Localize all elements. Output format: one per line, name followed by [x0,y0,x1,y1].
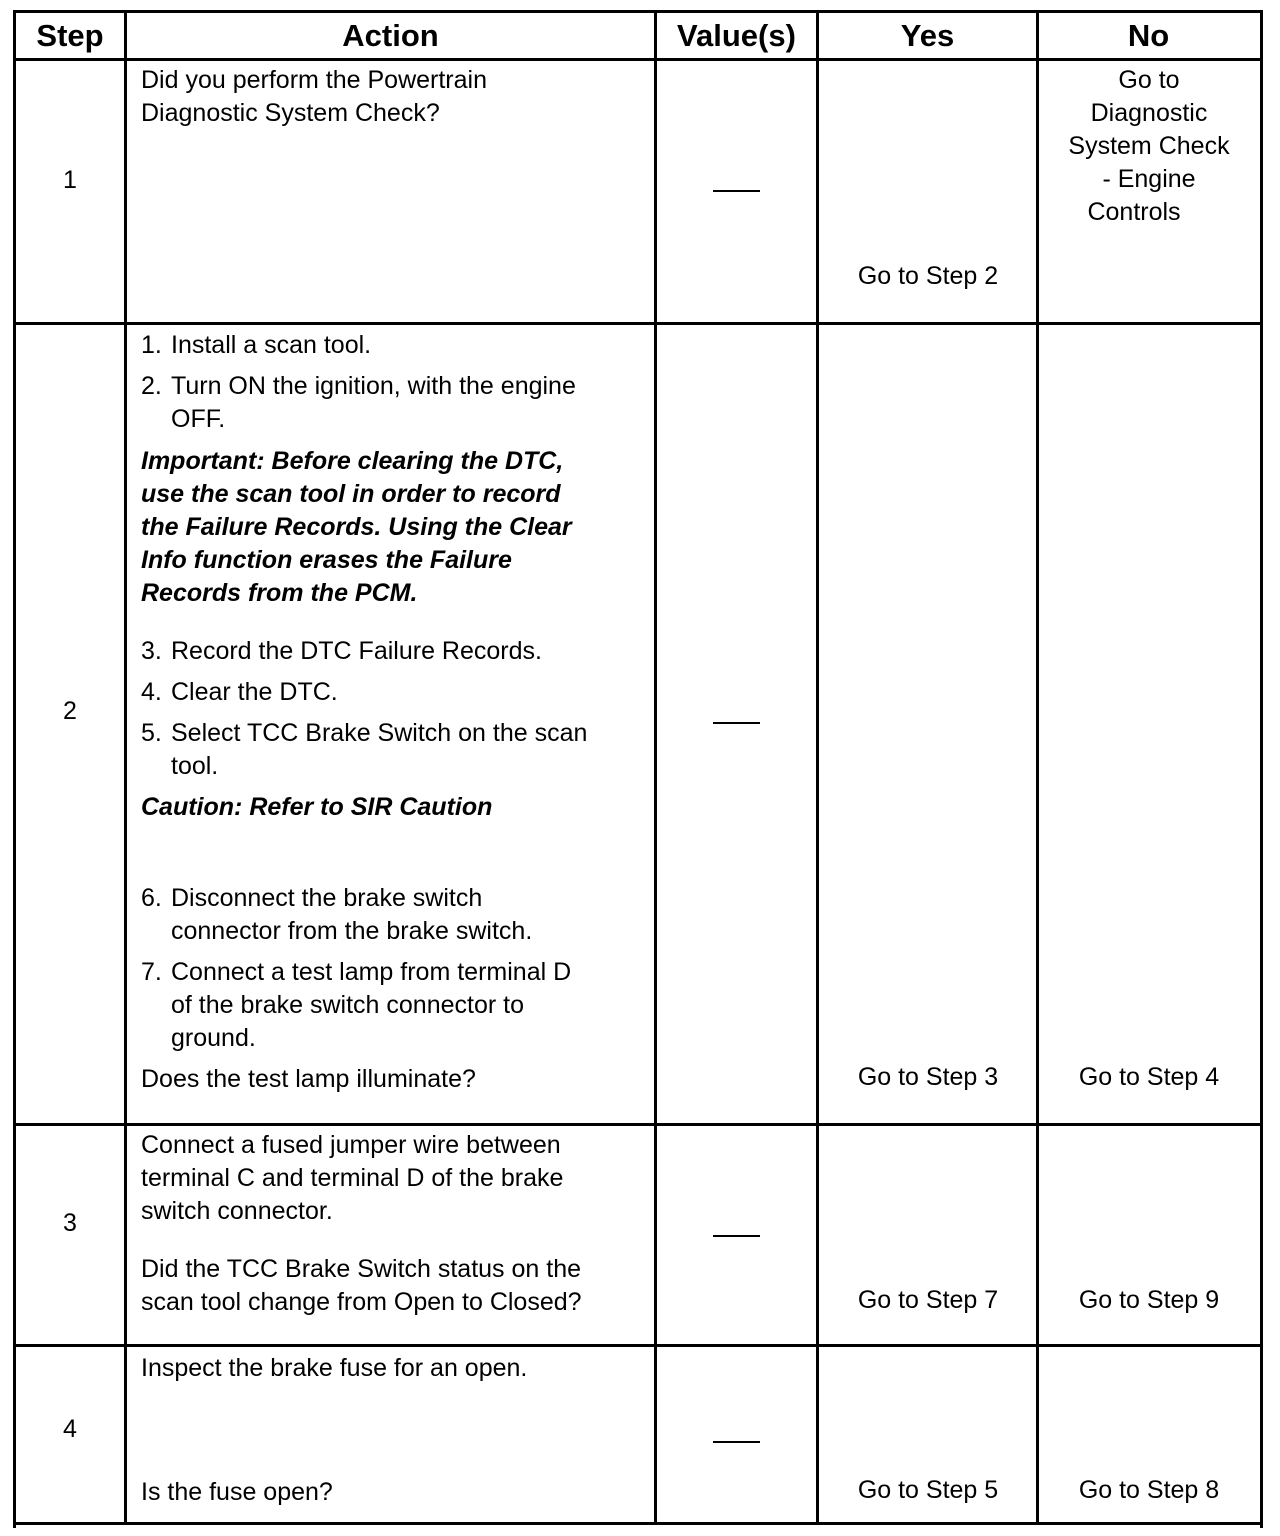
no-text: Diagnostic [1090,99,1208,127]
header-action: Action [342,18,439,53]
list-text: ground. [171,1024,256,1052]
column-divider [1036,10,1039,1522]
list-item [141,882,651,948]
important-text: Records from the PCM. [141,579,418,607]
no-cell [1040,64,1258,229]
table-bottom-border [13,1522,1263,1525]
list-text: tool. [171,752,219,780]
header-step: Step [36,18,104,53]
step-number: 1 [63,166,77,194]
question-text: scan tool change from Open to Closed? [141,1288,582,1316]
value-dash [713,722,760,724]
column-divider [654,10,657,1522]
value-dash [713,1441,760,1443]
action-text: Diagnostic System Check? [141,99,440,127]
row-divider [13,1344,1263,1347]
yes-cell: Go to Step 2 [857,262,999,290]
action-text: switch connector. [141,1197,333,1225]
list-text: of the brake switch connector to [171,991,524,1019]
list-text: Install a scan tool. [171,331,372,359]
yes-cell: Go to Step 7 [857,1286,999,1314]
action-text: terminal C and terminal D of the brake [141,1164,564,1192]
list-number: 2. [141,372,162,400]
column-divider [816,10,819,1522]
question-text: Does the test lamp illuminate? [141,1065,476,1093]
header-values: Value(s) [677,18,796,53]
row-divider [13,322,1263,325]
no-text: - Engine [1102,165,1196,193]
list-item [141,635,651,668]
list-item [141,329,651,362]
list-item [141,676,651,709]
list-number: 5. [141,719,162,747]
step-number: 3 [63,1209,77,1237]
header-no: No [1127,18,1170,53]
yes-cell: Go to Step 5 [857,1476,999,1504]
caution-text: Caution: Refer to SIR Caution [141,793,493,821]
no-text: Controls [1087,198,1181,226]
list-text: Record the DTC Failure Records. [171,637,542,665]
list-number: 4. [141,678,162,706]
row-divider [13,1123,1263,1126]
list-item [141,956,651,1055]
value-dash [713,1235,760,1237]
action-cell [141,1129,582,1319]
yes-cell: Go to Step 3 [857,1063,999,1091]
header-yes: Yes [900,18,955,53]
no-text: Go to [1118,66,1180,94]
value-dash [713,190,760,192]
action-text: Connect a fused jumper wire between [141,1131,561,1159]
action-cell [141,329,651,1096]
important-text: Info function erases the Failure [141,546,512,574]
list-number: 1. [141,331,162,359]
list-number: 7. [141,958,162,986]
list-item [141,717,651,783]
list-text: Clear the DTC. [171,678,338,706]
list-text: Connect a test lamp from terminal D [171,958,572,986]
action-text: Did you perform the Powertrain [141,66,487,94]
list-number: 3. [141,637,162,665]
no-text: System Check [1068,132,1230,160]
step-number: 4 [63,1415,77,1443]
no-cell: Go to Step 8 [1078,1476,1220,1504]
no-cell: Go to Step 9 [1078,1286,1220,1314]
list-item [141,370,651,436]
step-number: 2 [63,697,77,725]
action-text: Inspect the brake fuse for an open. [141,1354,528,1382]
important-text: the Failure Records. Using the Clear [141,513,572,541]
list-text: connector from the brake switch. [171,917,533,945]
action-cell [141,64,487,130]
list-text: OFF. [171,405,226,433]
question-text: Is the fuse open? [141,1478,333,1506]
important-note [141,445,651,610]
list-number: 6. [141,884,162,912]
list-text: Select TCC Brake Switch on the scan [171,719,588,747]
question-text: Did the TCC Brake Switch status on the [141,1255,582,1283]
important-text: use the scan tool in order to record [141,480,561,508]
no-cell: Go to Step 4 [1078,1063,1220,1091]
list-text: Turn ON the ignition, with the engine [171,372,576,400]
important-text: Important: Before clearing the DTC, [141,447,564,475]
column-divider [124,10,127,1522]
list-text: Disconnect the brake switch [171,884,483,912]
